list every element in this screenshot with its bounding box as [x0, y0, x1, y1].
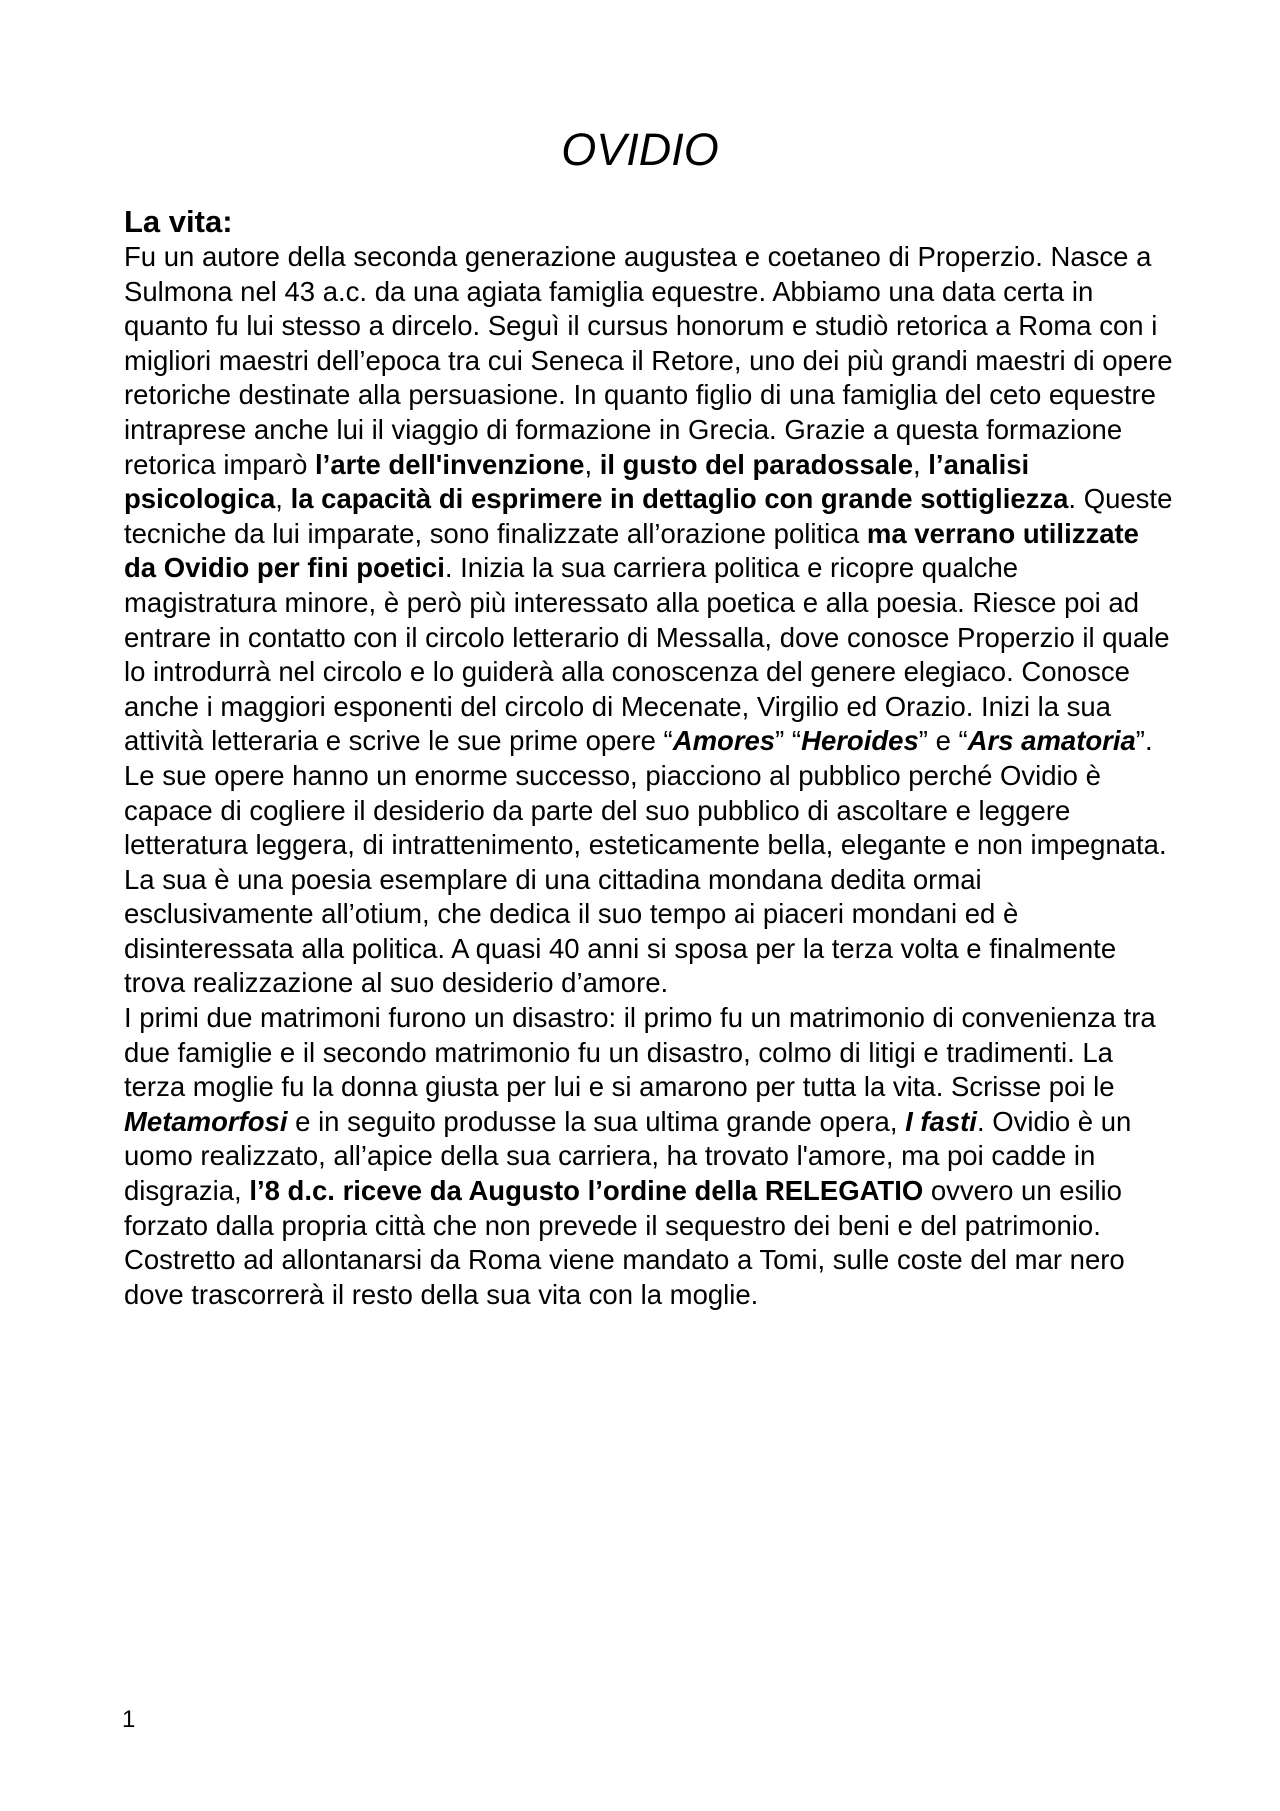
paragraph-2: [124, 1001, 1174, 1312]
text-run: ovvero un esilio forzato dalla propria città che non prevede il sequestro dei beni e del patrimonio. Costretto ad allontanarsi da Roma viene mandato a Tomi, sulle coste del mar nero dove trascorrerà il resto della sua vita con la moglie.: [124, 1175, 1125, 1310]
page-number: 1: [122, 1706, 136, 1733]
paragraph-1: [124, 240, 1174, 1001]
work-title-ars-amatoria: Ars amatoria: [967, 725, 1136, 757]
section-heading: La vita:: [124, 204, 233, 239]
text-run: Fu un autore della seconda generazione augustea e coetaneo di Properzio. Nasce a Sulmona nel 43 a.c. da una agiata famiglia equestre. Abbiamo una data certa in quanto fu lui stesso a dircelo. Seguì il cursus honorum e studiò retorica a Roma con i migliori maestri dell’epoca tra cui Seneca il Retore, uno dei più grandi maestri di opere retoriche destinate alla persuasione. In quanto figlio di una famiglia del ceto equestre intraprese anche lui il viaggio di formazione in Grecia. Grazie a questa formazione retorica imparò: [124, 241, 1173, 480]
page-title: OVIDIO: [561, 124, 719, 175]
text-run: ” e “: [918, 725, 968, 757]
text-run: ,: [584, 448, 600, 480]
bold-text: l’8 d.c. riceve da Augusto l’ordine della RELEGATIO: [249, 1175, 924, 1207]
bold-text: il gusto del paradossale: [599, 448, 914, 480]
text-run: . Queste tecniche da lui imparate, sono finalizzate all’orazione politica: [124, 483, 1173, 549]
text-run: I primi due matrimoni furono un disastro: il primo fu un matrimonio di convenienza tra due famiglie e il secondo matrimonio fu un disastro, colmo di litigi e tradimenti. La terza moglie fu la donna giusta per lui e si amarono per tutta la vita. Scrisse poi le: [124, 1002, 1156, 1103]
bold-text: l’analisi psicologica: [124, 448, 1030, 515]
bold-text: la capacità di esprimere in dettaglio con grande sottigliezza: [290, 483, 1069, 515]
text-run: . Ovidio è un uomo realizzato, all’apice della sua carriera, ha trovato l'amore, ma poi cadde in disgrazia,: [124, 1105, 1132, 1207]
bold-text: ma verrano utilizzate da Ovidio per fini poetici: [124, 517, 1139, 584]
text-run: ”. Le sue opere hanno un enorme successo, piacciono al pubblico perché Ovidio è capace di cogliere il desiderio da parte del suo pubblico di ascoltare e leggere letteratura leggera, di intrattenimento, esteticamente bella, elegante e non impegnata. La sua è una poesia esemplare di una cittadina mondana dedita ormai esclusivamente all’otium, che dedica il suo tempo ai piaceri mondani ed è disinteressata alla politica. A quasi 40 anni si sposa per la terza volta e finalmente trova realizzazione al suo desiderio d’amore.: [124, 725, 1167, 999]
text-run: ,: [275, 483, 291, 515]
text-run: ,: [913, 448, 929, 480]
text-run: e in seguito produsse la sua ultima grande opera,: [287, 1105, 906, 1137]
work-title-heroides: Heroides: [801, 725, 919, 757]
work-title-amores: Amores: [672, 725, 776, 757]
work-title-i-fasti: I fasti: [905, 1105, 977, 1137]
text-run: . Inizia la sua carriera politica e ricopre qualche magistratura minore, è però più interessato alla poetica e alla poesia. Riesce poi ad entrare in contatto con il circolo letterario di Messalla, dove conosce Properzio il quale lo introdurrà nel circolo e lo guiderà alla conoscenza del genere elegiaco. Conosce anche i maggiori esponenti del circolo di Mecenate, Virgilio ed Orazio. Inizi la sua attività letteraria e scrive le sue prime opere “: [124, 552, 1170, 757]
bold-text: l’arte dell'invenzione: [315, 448, 585, 480]
text-run: ” “: [775, 725, 802, 757]
section-body: [124, 240, 1174, 1312]
work-title-metamorfosi: Metamorfosi: [124, 1105, 288, 1137]
